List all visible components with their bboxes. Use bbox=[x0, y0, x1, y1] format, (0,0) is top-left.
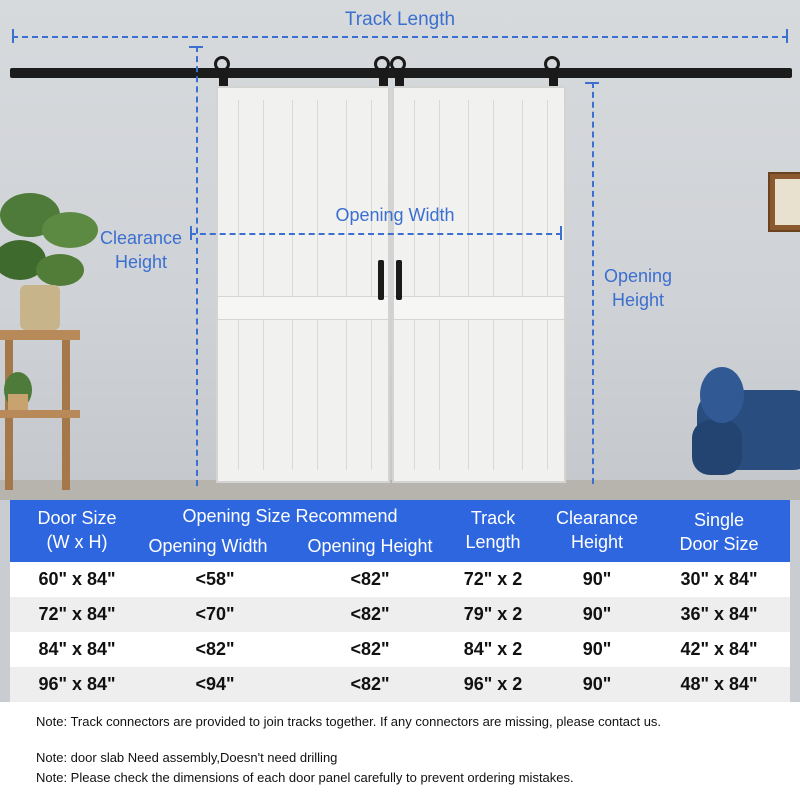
cell-single-door-size: 42" x 84" bbox=[680, 639, 758, 659]
cell-track-length: 79" x 2 bbox=[463, 604, 523, 624]
header-opening-height: Opening Height bbox=[307, 536, 433, 556]
opening-width-label: Opening Width bbox=[335, 205, 455, 225]
opening-height-label: Opening Height bbox=[603, 266, 673, 310]
left-door-panel bbox=[216, 86, 390, 483]
dimension-tick bbox=[585, 82, 599, 84]
cell-opening-height: <82" bbox=[350, 569, 390, 589]
cell-track-length: 96" x 2 bbox=[463, 674, 523, 694]
dimension-tick bbox=[189, 46, 203, 48]
notes-section bbox=[0, 702, 800, 800]
header-clearance-height: Clearance Height bbox=[555, 508, 639, 552]
cell-single-door-size: 48" x 84" bbox=[680, 674, 758, 694]
cell-track-length: 84" x 2 bbox=[463, 639, 523, 659]
cell-single-door-size: 36" x 84" bbox=[680, 604, 758, 624]
sofa-illustration bbox=[692, 360, 800, 485]
wooden-stool bbox=[0, 330, 90, 490]
header-opening-width: Opening Width bbox=[148, 536, 268, 556]
cell-clearance-height: 90" bbox=[582, 604, 612, 624]
header-single-door-size: Single Door Size bbox=[679, 510, 759, 554]
table-row bbox=[10, 632, 790, 667]
note-assembly: Note: door slab Need assembly,Doesn't need drilling bbox=[36, 750, 338, 765]
clearance-height-label: Clearance Height bbox=[99, 228, 183, 272]
floor bbox=[0, 480, 800, 500]
table-row bbox=[10, 597, 790, 632]
dimension-tick bbox=[560, 226, 562, 240]
cell-door-size: 84" x 84" bbox=[38, 639, 116, 659]
wall-picture-frame bbox=[768, 172, 800, 232]
cell-door-size: 96" x 84" bbox=[38, 674, 116, 694]
cell-opening-width: <58" bbox=[195, 569, 235, 589]
dimension-tick bbox=[786, 29, 788, 43]
cell-opening-height: <82" bbox=[350, 674, 390, 694]
track-length-line bbox=[12, 36, 788, 38]
cell-door-size: 60" x 84" bbox=[38, 569, 116, 589]
table-header bbox=[10, 500, 790, 562]
track-length-label: Track Length bbox=[344, 9, 456, 30]
cell-opening-width: <82" bbox=[195, 639, 235, 659]
cell-opening-width: <70" bbox=[195, 604, 235, 624]
cell-opening-height: <82" bbox=[350, 639, 390, 659]
door-handle bbox=[378, 260, 384, 300]
right-door-panel bbox=[392, 86, 566, 483]
cell-clearance-height: 90" bbox=[582, 639, 612, 659]
note-check-dimensions: Note: Please check the dimensions of each door panel carefully to prevent ordering mistakes. bbox=[36, 770, 574, 785]
table-row bbox=[10, 562, 790, 597]
cell-opening-height: <82" bbox=[350, 604, 390, 624]
cell-opening-width: <94" bbox=[195, 674, 235, 694]
cell-track-length: 72" x 2 bbox=[463, 569, 523, 589]
cell-clearance-height: 90" bbox=[582, 674, 612, 694]
door-handle bbox=[396, 260, 402, 300]
header-opening-group: Opening Size Recommend bbox=[182, 506, 398, 526]
clearance-height-line bbox=[196, 46, 198, 486]
table-row bbox=[10, 667, 790, 702]
dimension-tick bbox=[12, 29, 14, 43]
header-track-length: Track Length bbox=[465, 508, 521, 552]
cell-clearance-height: 90" bbox=[582, 569, 612, 589]
cell-single-door-size: 30" x 84" bbox=[680, 569, 758, 589]
plant-illustration bbox=[0, 175, 100, 335]
note-connectors: Note: Track connectors are provided to join tracks together. If any connectors are missing, please contact us. bbox=[36, 714, 662, 729]
opening-width-line bbox=[190, 233, 562, 235]
header-door-size: Door Size (W x H) bbox=[37, 508, 117, 552]
cell-door-size: 72" x 84" bbox=[38, 604, 116, 624]
size-table bbox=[10, 500, 790, 702]
